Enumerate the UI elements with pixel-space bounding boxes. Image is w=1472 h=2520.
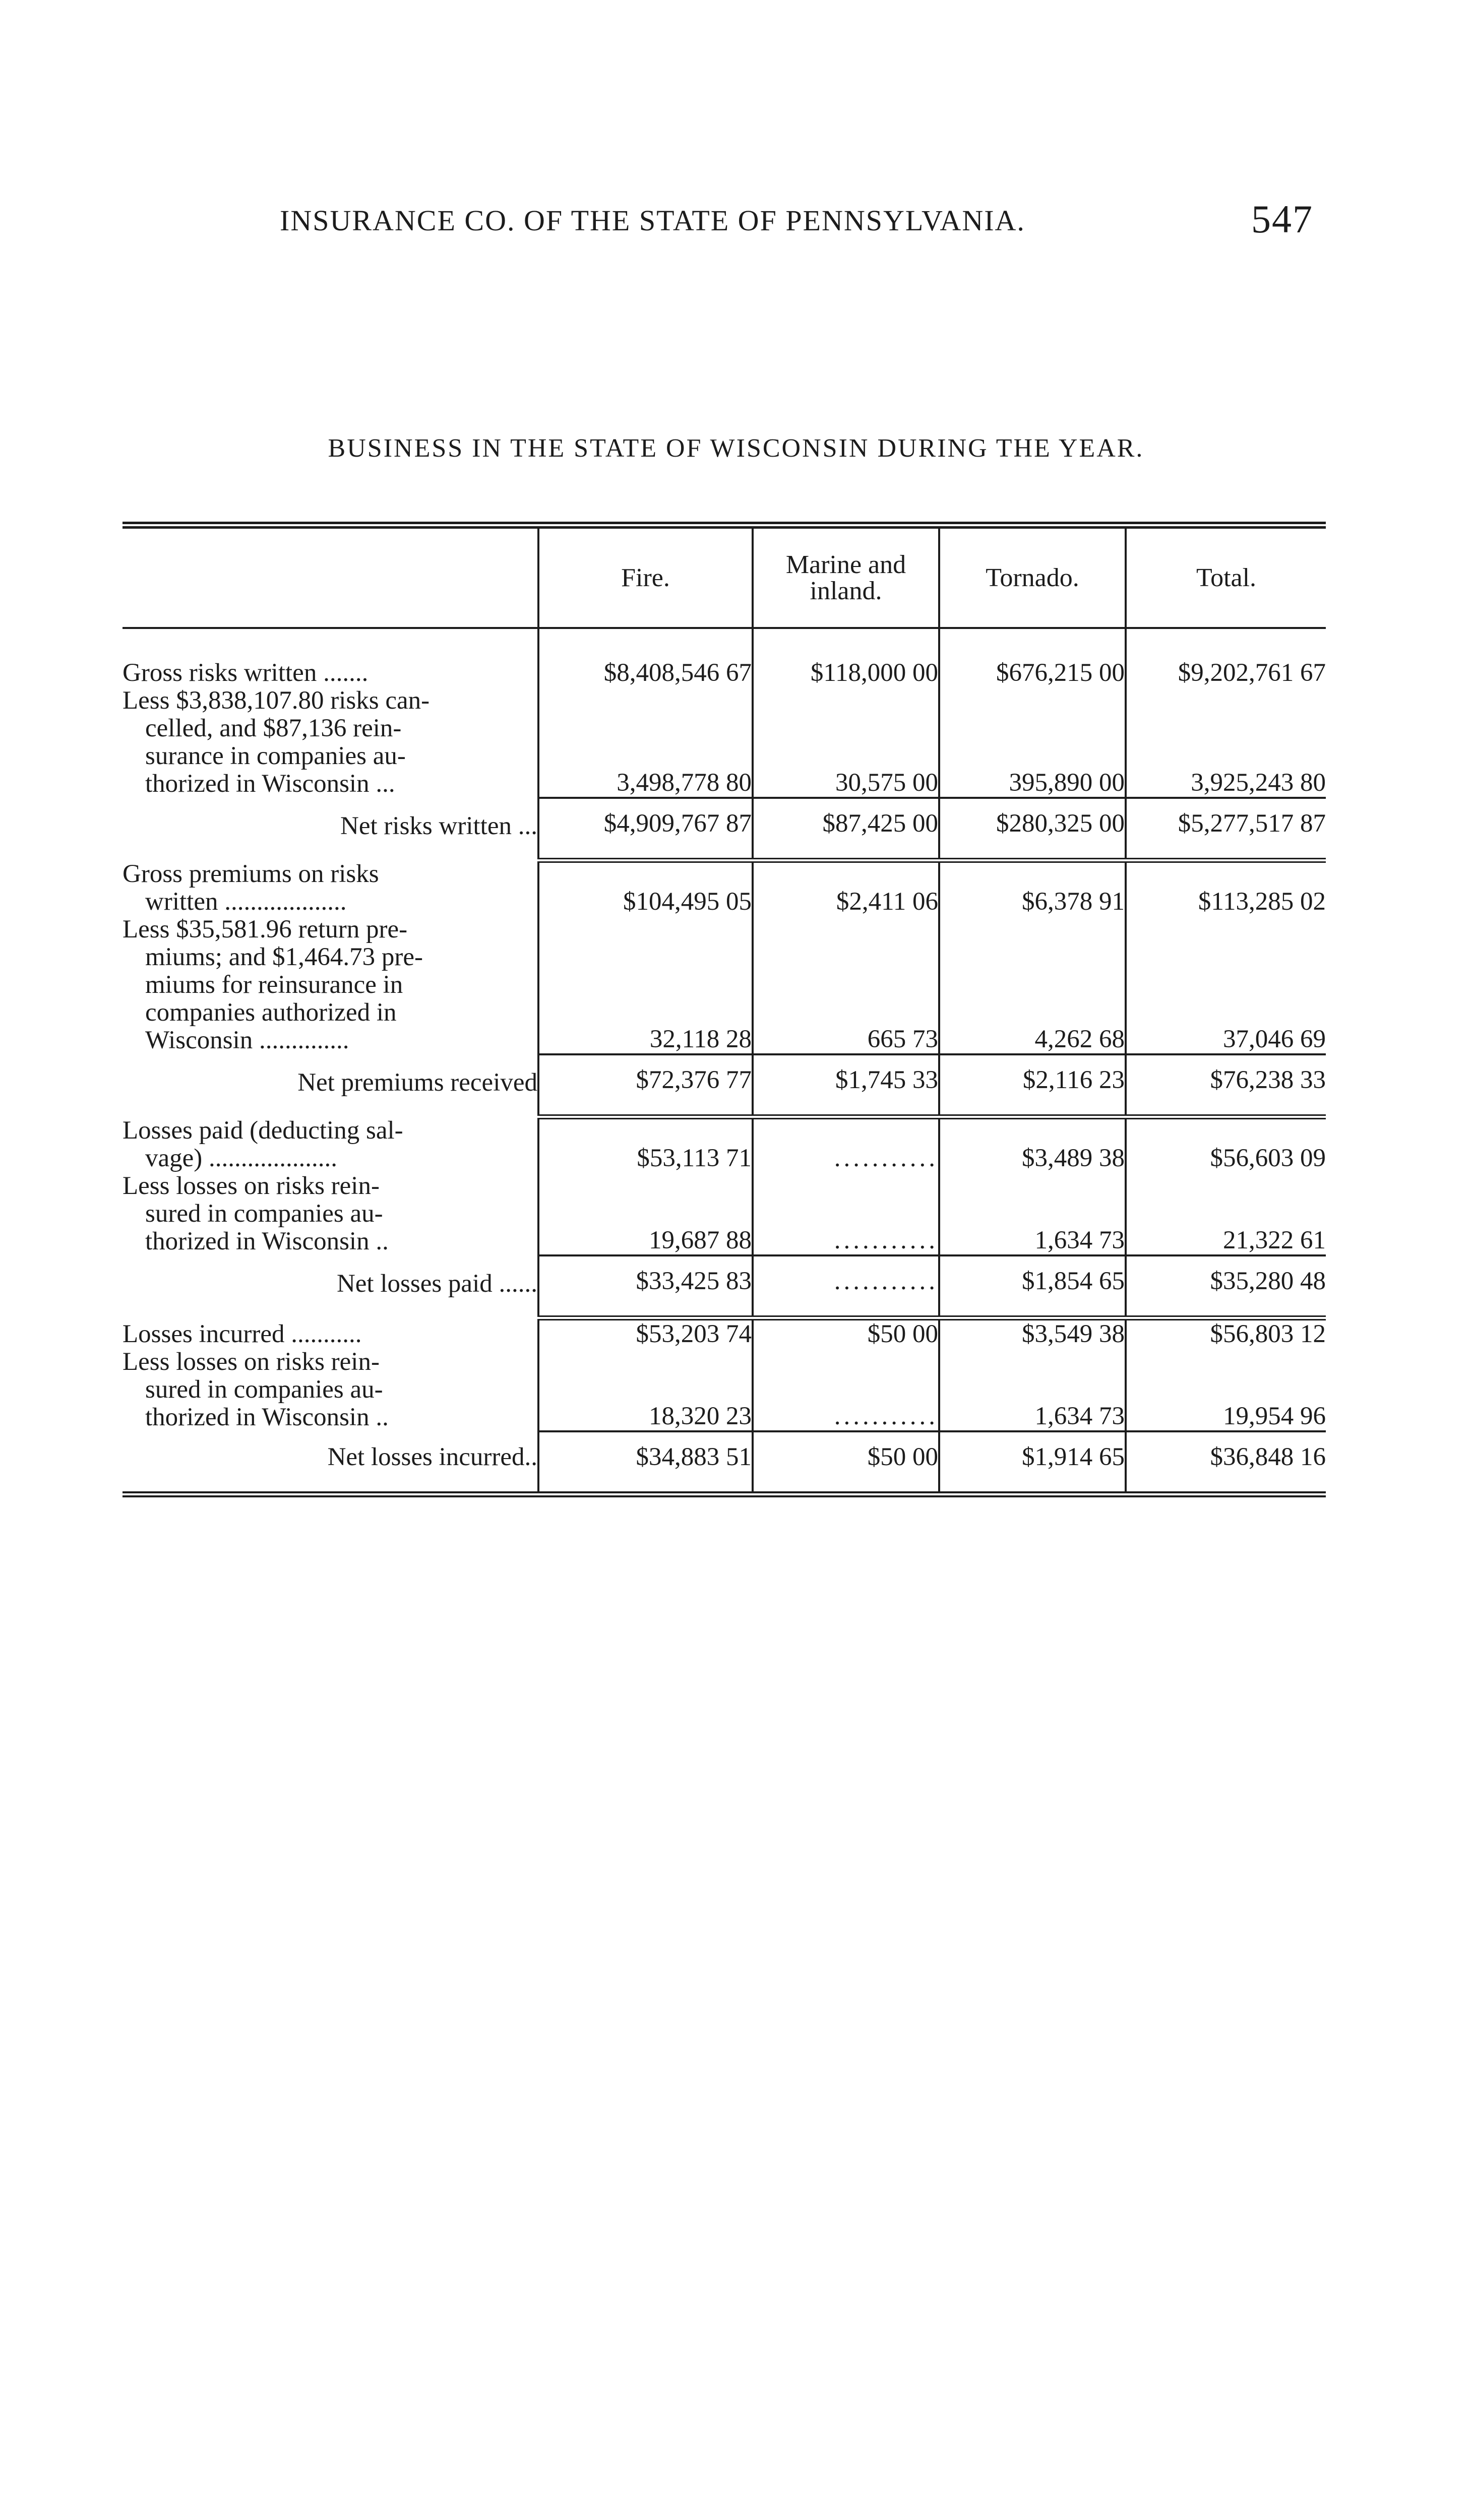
fire-value: $53,203 74 [538, 1318, 753, 1348]
fire-value: $104,495 05 [538, 860, 753, 916]
fire-value: $53,113 71 [538, 1117, 753, 1172]
fire-value: 18,320 23 [538, 1348, 753, 1431]
marine-value: ........... [753, 1117, 939, 1172]
table-row-losses-paid [122, 1117, 1326, 1172]
table-row-gross-premiums [122, 860, 1326, 916]
row-label: Gross risks written ....... [122, 659, 369, 687]
marine-value: ........... [753, 1255, 939, 1318]
tornado-value: 395,890 00 [939, 687, 1126, 798]
table-row-net-losses-paid [122, 1255, 1326, 1318]
tornado-value: 1,634 73 [939, 1348, 1126, 1431]
total-value: $113,285 02 [1126, 860, 1326, 916]
table-row-less-premiums [122, 916, 1326, 1054]
total-value: 19,954 96 [1126, 1348, 1326, 1431]
marine-value: $118,000 00 [753, 628, 939, 687]
page-number: 547 [1251, 197, 1313, 241]
row-label: Net losses incurred.. [327, 1443, 537, 1471]
tornado-value: $676,215 00 [939, 628, 1126, 687]
row-label: Net losses paid ...... [336, 1270, 537, 1298]
tornado-value: 4,262 68 [939, 916, 1126, 1054]
section-title: BUSINESS IN THE STATE OF WISCONSIN DURING THE YEAR. [328, 434, 1144, 463]
marine-value: ........... [753, 1348, 939, 1431]
label-column-header [122, 525, 538, 628]
row-label: Less $3,838,107.80 risks can- celled, and $87,136 rein- surance in companies au- thorized in Wisconsin ... [122, 686, 430, 798]
fire-value: $8,408,546 67 [538, 628, 753, 687]
table-row-gross-risks [122, 628, 1326, 687]
row-label: Less losses on risks rein- sured in companies au- thorized in Wisconsin .. [122, 1172, 389, 1255]
total-value: $5,277,517 87 [1126, 798, 1326, 860]
running-title: INSURANCE CO. OF THE STATE OF PENNSYLVANIA. [280, 204, 1025, 237]
wisconsin-business-table [122, 522, 1326, 1497]
fire-value: 19,687 88 [538, 1172, 753, 1255]
fire-value: 3,498,778 80 [538, 687, 753, 798]
row-label: Net premiums received [297, 1068, 537, 1097]
column-header-row [122, 525, 1326, 628]
row-label: Less $35,581.96 return pre- miums; and $1,464.73 pre- miums for reinsurance in companies authorized in Wisconsin .............. [122, 915, 423, 1054]
total-value: $56,803 12 [1126, 1318, 1326, 1348]
table-row-less-losses-incurred [122, 1348, 1326, 1431]
tornado-column-header: Tornado. [939, 525, 1126, 628]
row-label: Losses paid (deducting sal- vage) .................... [122, 1116, 403, 1172]
fire-column-header: Fire. [538, 525, 753, 628]
marine-value: 30,575 00 [753, 687, 939, 798]
marine-value: 665 73 [753, 916, 939, 1054]
table-row-net-losses-incurred [122, 1431, 1326, 1494]
fire-value: 32,118 28 [538, 916, 753, 1054]
tornado-value: $3,489 38 [939, 1117, 1126, 1172]
table-row-net-premiums [122, 1054, 1326, 1117]
total-value: $9,202,761 67 [1126, 628, 1326, 687]
tornado-value: 1,634 73 [939, 1172, 1126, 1255]
tornado-value: $3,549 38 [939, 1318, 1126, 1348]
total-value: 3,925,243 80 [1126, 687, 1326, 798]
row-label: Losses incurred ........... [122, 1320, 362, 1348]
table-row-less-risks [122, 687, 1326, 798]
row-label: Gross premiums on risks written ................... [122, 860, 379, 916]
total-column-header: Total. [1126, 525, 1326, 628]
tornado-value: $6,378 91 [939, 860, 1126, 916]
table-row-less-losses-paid [122, 1172, 1326, 1255]
table-row-net-risks [122, 798, 1326, 860]
marine-value: $1,745 33 [753, 1054, 939, 1117]
row-label: Net risks written ... [340, 812, 537, 840]
fire-value: $34,883 51 [538, 1431, 753, 1494]
table-row-losses-incurred [122, 1318, 1326, 1348]
marine-value: $2,411 06 [753, 860, 939, 916]
tornado-value: $280,325 00 [939, 798, 1126, 860]
tornado-value: $1,914 65 [939, 1431, 1126, 1494]
marine-value: $87,425 00 [753, 798, 939, 860]
total-value: 21,322 61 [1126, 1172, 1326, 1255]
marine-value: ........... [753, 1172, 939, 1255]
marine-value: $50 00 [753, 1318, 939, 1348]
row-label: Less losses on risks rein- sured in companies au- thorized in Wisconsin .. [122, 1348, 389, 1431]
fire-value: $4,909,767 87 [538, 798, 753, 860]
total-value: 37,046 69 [1126, 916, 1326, 1054]
fire-value: $33,425 83 [538, 1255, 753, 1318]
total-value: $35,280 48 [1126, 1255, 1326, 1318]
total-value: $76,238 33 [1126, 1054, 1326, 1117]
marine-column-header: Marine and inland. [753, 525, 939, 628]
fire-value: $72,376 77 [538, 1054, 753, 1117]
tornado-value: $2,116 23 [939, 1054, 1126, 1117]
total-value: $36,848 16 [1126, 1431, 1326, 1494]
marine-value: $50 00 [753, 1431, 939, 1494]
tornado-value: $1,854 65 [939, 1255, 1126, 1318]
total-value: $56,603 09 [1126, 1117, 1326, 1172]
